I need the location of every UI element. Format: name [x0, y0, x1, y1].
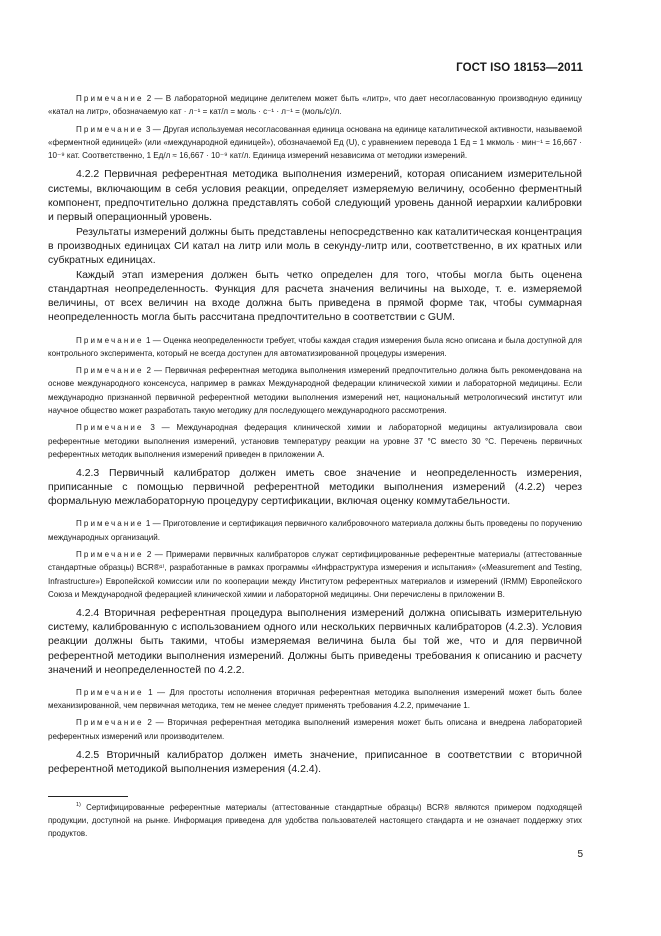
- note-label: Примечание: [76, 519, 144, 529]
- paragraph-results: Результаты измерений должны быть представлены непосредственно как каталитическая концентрация в производных единицах СИ катал на литр или моль в секунду-литр или, соответственно, в их кратных или субкратных единицах.: [48, 226, 582, 267]
- standard-header: ГОСТ ISO 18153—2011: [456, 62, 583, 74]
- note-text: 2 — Примерами первичных калибраторов служат сертифицированные референтные материалы (аттестованные стандартные образцы) BCR®¹⁾, разработанные в рамках программы «Инфраструктура измерения и испытания» («Measurement and Testing, Infrastructure») Европейской комиссии или по кооперации между Институтом референтных материалов и измерений (IRMM) Европейского Союза и Международной федерацией клинической химии и лабораторной медицины. Они перечислены в приложении В.: [48, 550, 582, 599]
- note-1-certification: [48, 517, 582, 544]
- note-label: Примечание: [76, 124, 144, 134]
- note-text: 2 — Первичная референтная методика выполнения измерений предпочтительно должна быть рекомендована на основе международного консенсуса, например в рамках Международной федерации клинической химии и лабораторной медицины. Если международно признанной первичной референтной методики выполнения измерений нет, национальный метрологический институт или научное общество может разработать такую методику для последующего международного рассмотрения.: [48, 366, 582, 415]
- note-text: 1 — Оценка неопределенности требует, чтобы каждая стадия измерения была ясно описана и была доступной для контрольного эксперимента, который не всегда доступен для автоматизированной процедуры измерения.: [48, 335, 582, 358]
- note-text: 2 — В лабораторной медицине делителем может быть «литр», что дает несогласованную производную единицу «катал на литр», обозначаемую кат · л⁻¹ = кат/л = моль · с⁻¹ · л⁻¹ = (моль/с)/л.: [48, 94, 582, 117]
- note-label: Примечание: [76, 94, 144, 103]
- note-label: Примечание: [76, 550, 144, 560]
- section-4-2-2: 4.2.2 Первичная референтная методика выполнения измерений, которая описанием измерительной системы, включающим в себя условия реакции, определяет измеряемую величину, особенно ферментный компонент, предпочтительно должна представлять собой следующий уровень данной иерархии калибровки и первый операционный уровень.: [48, 169, 582, 223]
- note-2-bcr-examples: [48, 548, 582, 601]
- footnote-text: Сертифицированные референтные материалы (аттестованные стандартные образцы) BCR® являются примером подходящей продукции, доступной на рынке. Информация приведена для удобства пользователей настоящего стандарта и не означает поддержку этих продуктов.: [48, 803, 582, 838]
- page-body: [48, 92, 582, 777]
- note-1-secondary: [48, 686, 582, 713]
- note-label: Примечание: [76, 718, 144, 728]
- note-3-enzyme-unit: [48, 123, 582, 163]
- page-number: 5: [577, 849, 583, 860]
- note-2-consensus: [48, 364, 582, 417]
- note-label: Примечание: [76, 423, 144, 433]
- note-label: Примечание: [76, 687, 144, 697]
- section-4-2-5: 4.2.5 Вторичный калибратор должен иметь значение, приписанное в соответствии с вторичной референтной методикой выполнения измерения (4.2.4).: [48, 749, 582, 775]
- note-text: 1 — Для простоты исполнения вторичная референтная методика выполнения измерений может быть более механизированной, чем первичная методика, тем не менее следует применять требования 4.2.2, примечание 1.: [48, 687, 582, 711]
- note-text: 3 — Международная федерация клинической химии и лабораторной медицины актуализировала свои референтные методики выполнения измерений, установив температуру реакции на уровне 37 °С вместо 30 °С. Перечень первичных референтных методик выполнения измерений приведен в приложении А.: [48, 423, 582, 459]
- note-3-temperature: [48, 421, 582, 461]
- paragraph-uncertainty: Каждый этап измерения должен быть четко определен для того, чтобы могла быть оценена стандартная неопределенность. Функция для расчета значения величины на выходе, т. е. измеряемой величины, от всех величин на входе должна быть приведена в прямой форме так, чтобы суммарная неопределенность могла быть рассчитана предпочтительно в соответствии с GUM.: [48, 270, 582, 324]
- note-1-uncertainty: [48, 334, 582, 361]
- section-4-2-4: 4.2.4 Вторичная референтная процедура выполнения измерений должна описывать измерительную систему, калиброванную с использованием одного или нескольких первичных калибраторов (4.2.3). Условия реакции должны быть такими, чтобы измеряемая величина была бы той же, что и для первичной референтной методики выполнения измерений. Должны быть приведены требования к описанию и расчету значений и неопределенностей по 4.2.2.: [48, 608, 582, 676]
- note-text: 3 — Другая используемая несогласованная единица основана на единице каталитической активности, называемой «ферментной единицей» (или «международной единицей»), обозначаемой Ед (U), с уравнением перевода 1 Ед = 1 мкмоль · мин⁻¹ = 16,667 · 10⁻⁹ кат. Соответственно, 1 Ед/л ≈ 16,667 · 10⁻⁹ кат/л. Единица измерений независима от методики измерений.: [48, 124, 582, 161]
- note-2-units: [48, 92, 582, 119]
- section-4-2-3: 4.2.3 Первичный калибратор должен иметь свое значение и неопределенность измерения, приписанные с помощью первичной референтной методики выполнения измерений (4.2.2) через формальную межлабораторную процедуру сертификации, включая оценку коммутабельности.: [48, 468, 582, 508]
- note-text: 1 — Приготовление и сертификация первичного калибровочного материала должны быть проведены по поручению международных организаций.: [48, 519, 582, 542]
- note-label: Примечание: [76, 366, 144, 376]
- footnote-marker: 1): [76, 802, 81, 808]
- note-text: 2 — Вторичная референтная методика выполнений измерения может быть описана и внедрена лабораторией референтных измерений или производителем.: [48, 718, 582, 741]
- footnote-divider: [48, 796, 128, 797]
- note-label: Примечание: [76, 335, 144, 345]
- footnote: [48, 802, 582, 841]
- note-2-secondary: [48, 716, 582, 743]
